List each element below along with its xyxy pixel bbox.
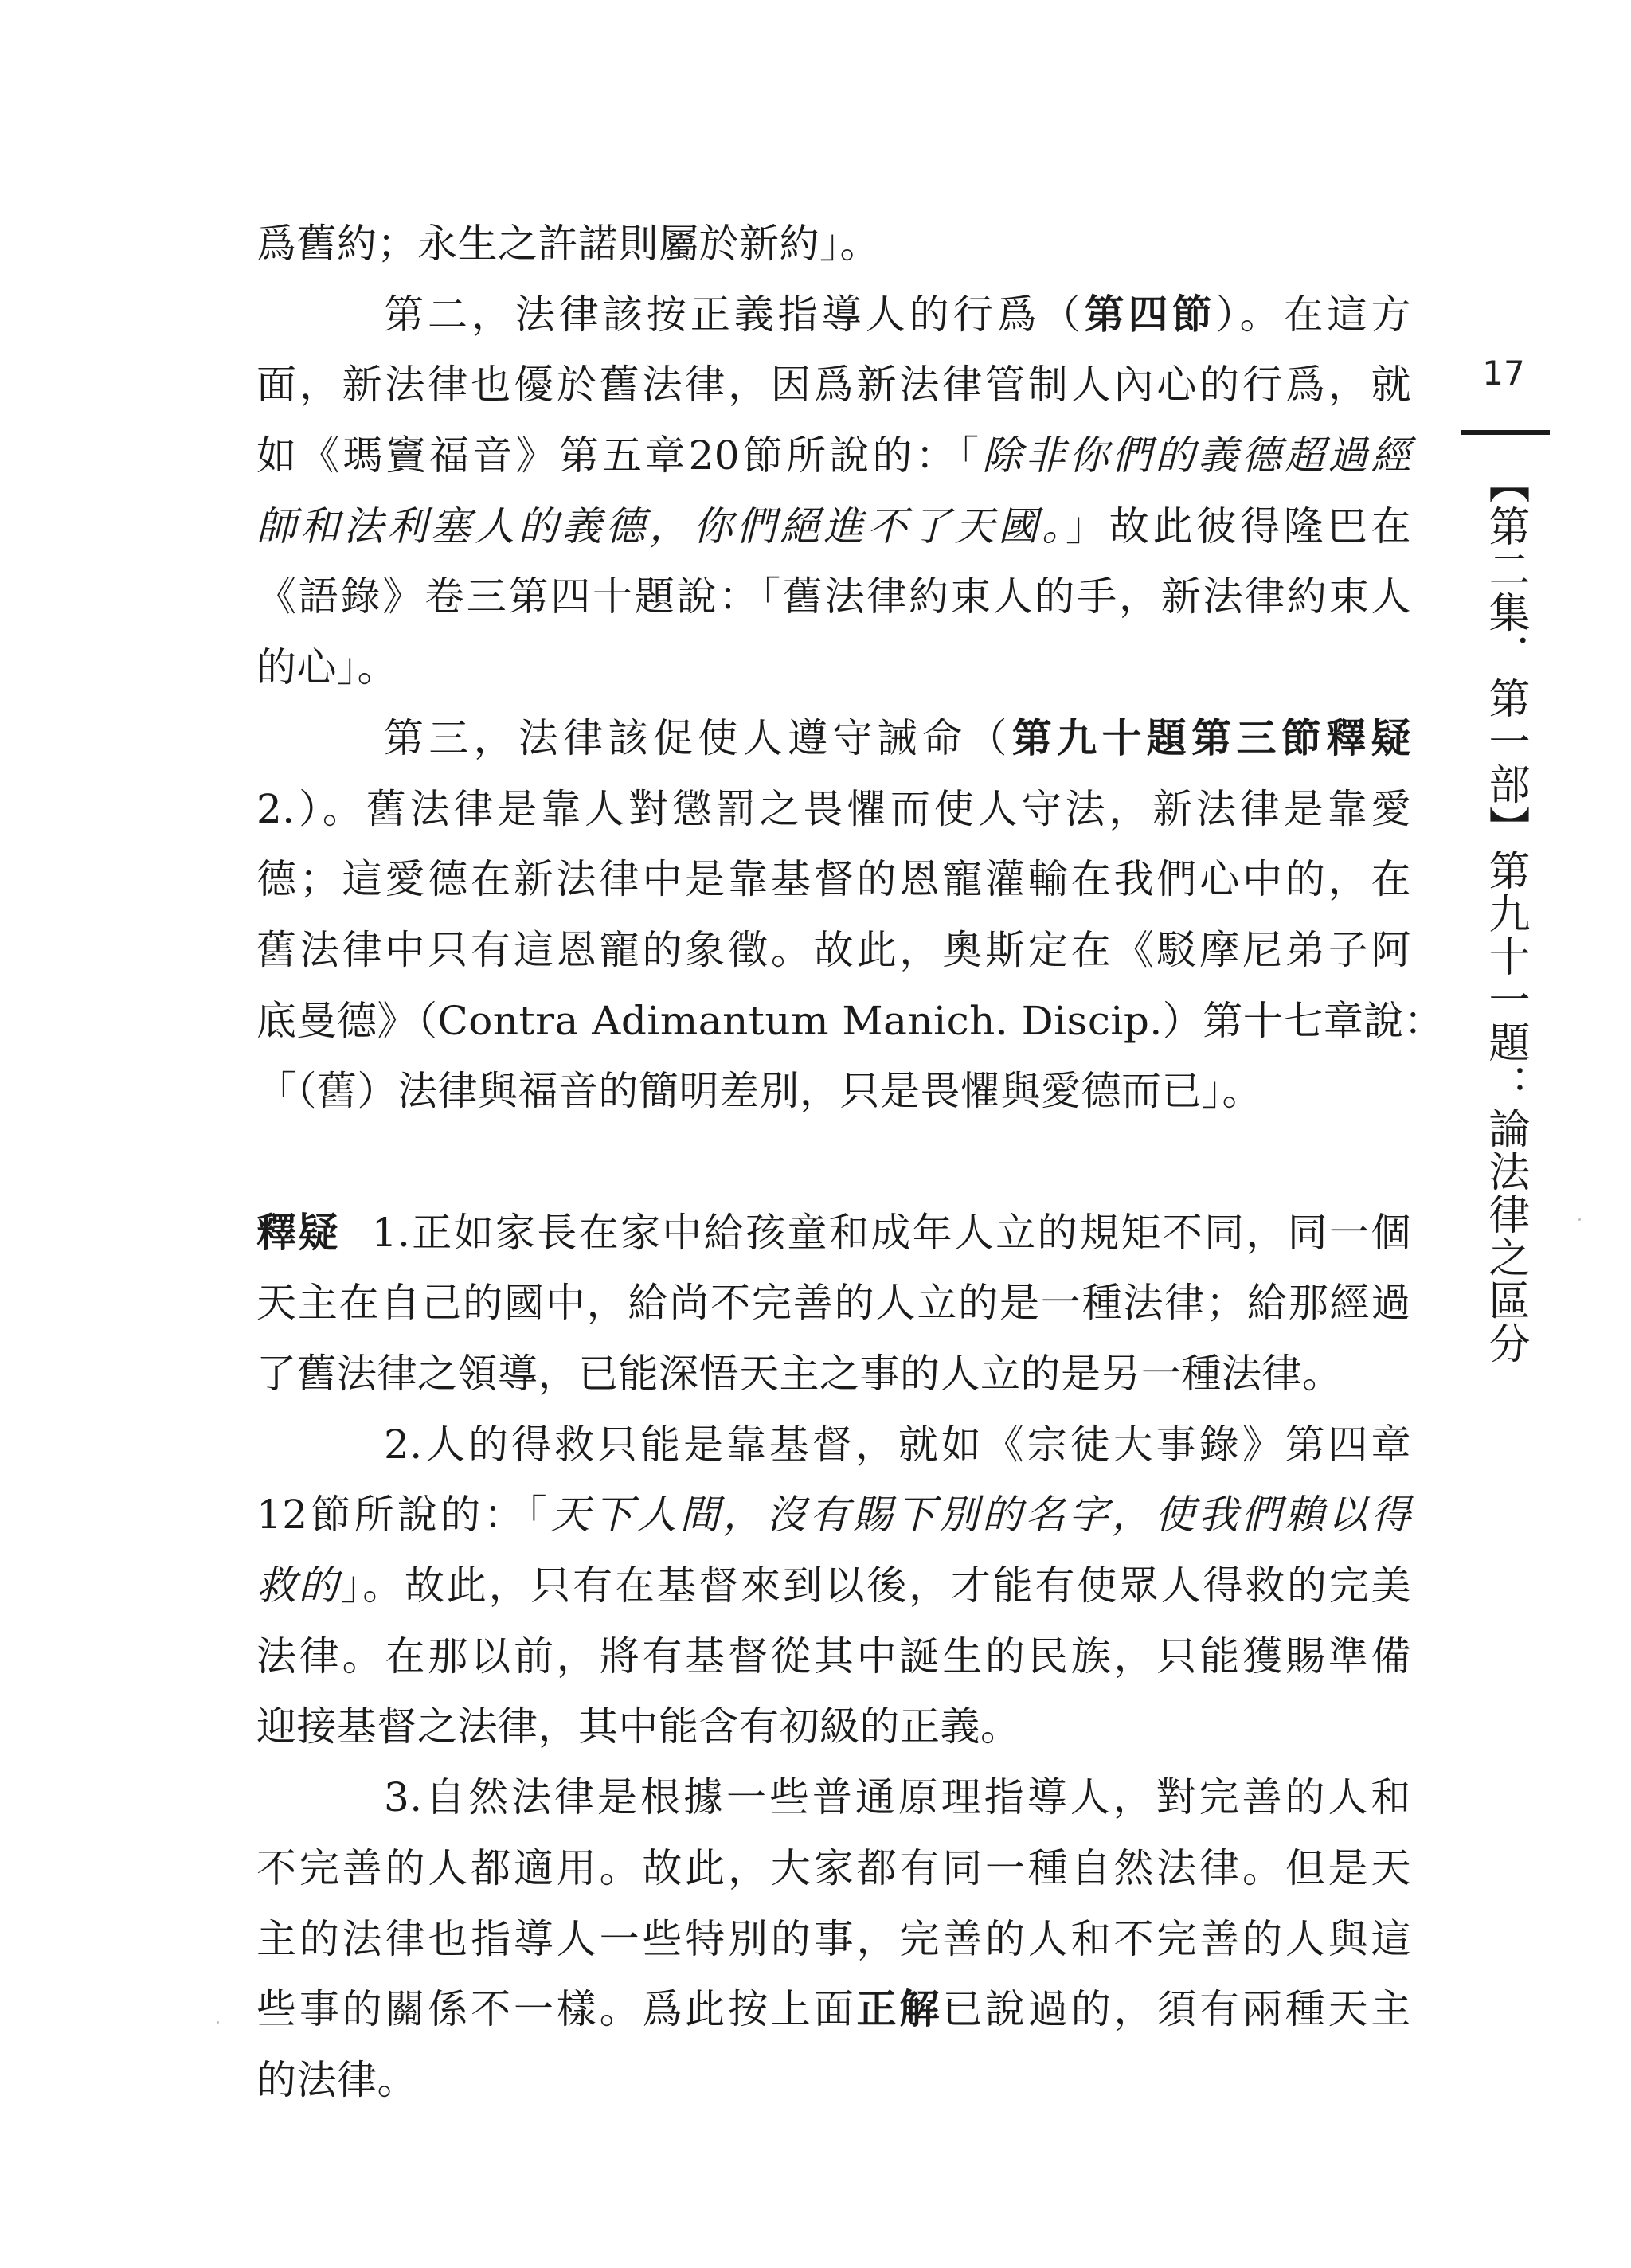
- text-line: 舊法律中只有這恩寵的象徵。故此，奧斯定在《駁摩尼弟子阿: [256, 926, 1411, 973]
- scripture-quote: 師和法利塞人的義德，你們絕進不了天國。: [256, 502, 1066, 549]
- header-rule: [1461, 430, 1550, 435]
- text-line: 2.人的得救只能是靠基督，就如《宗徒大事錄》第四章: [384, 1421, 1411, 1468]
- scripture-quote: 天下人間，沒有賜下別的名字，使我們賴以得: [550, 1492, 1412, 1539]
- text-line: 面，新法律也優於舊法律，因爲新法律管制人內心的行爲，就: [256, 362, 1411, 409]
- text-line: 第二，法律該按正義指導人的行爲（第四節）。在這方: [384, 291, 1412, 338]
- text-line: 「（舊）法律與福音的簡明差別，只是畏懼與愛德而已」。: [256, 1068, 1262, 1115]
- article-reference: 第四節: [1084, 291, 1216, 338]
- text-line: 師和法利塞人的義德，你們絕進不了天國。」故此彼得隆巴在: [256, 502, 1412, 549]
- text-line: 德；這愛德在新法律中是靠基督的恩寵灌輸在我們心中的，在: [256, 856, 1411, 903]
- text-line: 的心」。: [256, 644, 397, 691]
- article-reference: 正解: [856, 1986, 943, 2033]
- paragraph-gap: [256, 1127, 1411, 1198]
- text-line: 天主在自己的國中，給尚不完善的人立的是一種法律；給那經過: [256, 1280, 1411, 1327]
- text-line: 12節所說的：「天下人間，沒有賜下別的名字，使我們賴以得: [256, 1492, 1412, 1539]
- text-line: 第三，法律該促使人遵守誡命（第九十題第三節釋疑: [384, 714, 1412, 761]
- text-line: 救的」。故此，只有在基督來到以後，才能有使眾人得救的完美: [256, 1562, 1412, 1609]
- text-line: 如《瑪竇福音》第五章20節所說的：「除非你們的義德超過經: [256, 432, 1412, 479]
- text-line: 爲舊約；永生之許諾則屬於新約」。: [256, 221, 880, 267]
- text-line: 主的法律也指導人一些特別的事，完善的人和不完善的人與這: [256, 1915, 1411, 1962]
- page-number: 17: [1482, 354, 1525, 393]
- article-reference: 第九十題第三節釋疑: [1011, 714, 1412, 761]
- text-line: 些事的關係不一樣。爲此按上面正解已說過的，須有兩種天主: [256, 1986, 1412, 2033]
- text-line: 了舊法律之領導，已能深悟天主之事的人立的是另一種法律。: [256, 1351, 1343, 1397]
- scan-speck: [1578, 1218, 1581, 1221]
- text-line: 不完善的人都適用。故此，大家都有同一種自然法律。但是天: [256, 1844, 1411, 1891]
- text-line: 底曼德》（Contra Adimantum Manich. Discip.）第十七章說：: [256, 997, 1445, 1044]
- scripture-quote: 除非你們的義德超過經: [982, 432, 1412, 479]
- text-line: 法律。在那以前，將有基督從其中誕生的民族，只能獲賜準備: [256, 1633, 1411, 1679]
- text-line: 迎接基督之法律，其中能含有初級的正義。: [256, 1703, 1021, 1750]
- text-line: 《語錄》卷三第四十題說：「舊法律約束人的手，新法律約束人: [256, 573, 1411, 620]
- scripture-quote: 救的: [256, 1562, 341, 1609]
- text-line: 釋疑 1.正如家長在家中給孩童和成年人立的規矩不同，同一個: [256, 1209, 1411, 1256]
- text-line: 的法律。: [256, 2056, 417, 2103]
- scan-speck: [217, 2021, 219, 2024]
- text-line: 3.自然法律是根據一些普通原理指導人，對完善的人和: [384, 1774, 1411, 1821]
- reply-label: 釋疑: [256, 1209, 340, 1256]
- page-body: [256, 209, 1445, 2116]
- running-head: 【第二集．第一部】第九十一題：論法律之區分: [1481, 462, 1529, 1365]
- text-line: 2.）。舊法律是靠人對懲罰之畏懼而使人守法，新法律是靠愛: [256, 785, 1411, 832]
